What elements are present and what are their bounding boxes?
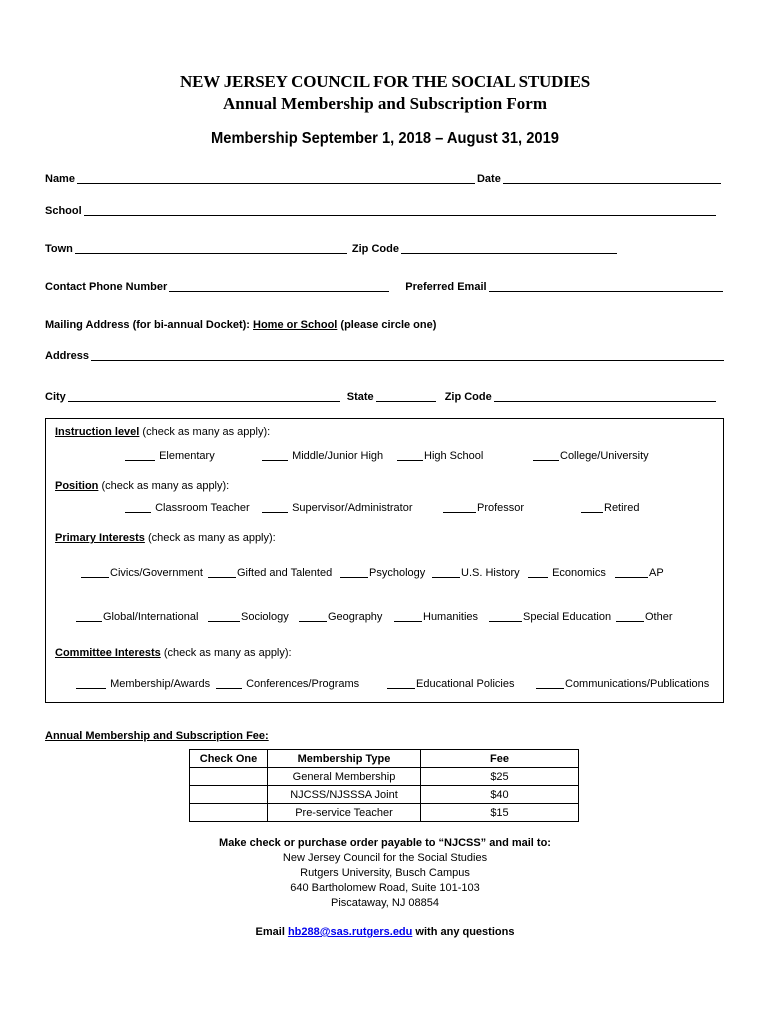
position-heading-row — [55, 479, 229, 493]
option-us-history[interactable]: U.S. History — [432, 566, 520, 580]
address-row — [45, 349, 726, 363]
mail-address-line: New Jersey Council for the Social Studies — [282, 852, 488, 864]
option-educational-policies[interactable]: Educational Policies — [387, 677, 514, 691]
option-sociology[interactable]: Sociology — [208, 610, 289, 624]
option-conferences-programs[interactable]: Conferences/Programs — [216, 677, 359, 691]
option-membership-awards[interactable]: Membership/Awards — [76, 677, 210, 691]
fee-table — [189, 749, 579, 822]
contact-suffix: with any questions — [412, 926, 515, 938]
table-row — [190, 804, 579, 822]
committee-heading: Committee Interests — [55, 647, 161, 659]
membership-type-cell: Pre-service Teacher — [268, 804, 421, 822]
col-fee: Fee — [421, 750, 579, 768]
contact-email-link[interactable]: hb288@sas.rutgers.edu — [287, 926, 413, 938]
preferred-email-label: Preferred Email — [405, 281, 487, 293]
check-joint-membership[interactable] — [190, 786, 268, 804]
zip-field[interactable] — [401, 243, 617, 254]
option-humanities[interactable]: Humanities — [394, 610, 478, 624]
phone-row — [45, 280, 725, 294]
option-elementary[interactable]: Elementary — [125, 449, 215, 463]
fee-table-header — [190, 750, 579, 768]
city-label: City — [45, 391, 66, 403]
address-field[interactable] — [91, 350, 724, 361]
position-heading: Position — [55, 480, 99, 492]
address-label: Address — [45, 350, 90, 362]
option-ap[interactable]: AP — [615, 566, 664, 580]
option-gifted-talented[interactable]: Gifted and Talented — [208, 566, 332, 580]
option-civics-government[interactable]: Civics/Government — [81, 566, 203, 580]
form-title: Annual Membership and Subscription Form — [223, 94, 547, 113]
name-row — [45, 172, 723, 186]
city-row — [45, 390, 718, 404]
option-psychology[interactable]: Psychology — [340, 566, 425, 580]
town-field[interactable] — [75, 243, 347, 254]
option-retired[interactable]: Retired — [581, 501, 639, 515]
home-or-school-choice[interactable]: Home or School — [253, 319, 338, 331]
fee-heading: Annual Membership and Subscription Fee: — [45, 730, 269, 742]
mail-address-line: Piscataway, NJ 08854 — [330, 897, 440, 909]
mailing-suffix: (please circle one) — [337, 319, 437, 331]
state-label: State — [346, 391, 374, 403]
option-college-university[interactable]: College/University — [533, 449, 649, 463]
phone-field[interactable] — [169, 281, 389, 292]
option-supervisor-administrator[interactable]: Supervisor/Administrator — [262, 501, 413, 515]
phone-label: Contact Phone Number — [45, 281, 168, 293]
mail-address-line: 640 Bartholomew Road, Suite 101-103 — [290, 882, 480, 894]
date-label: Date — [476, 173, 501, 185]
instruction-heading-row — [55, 425, 270, 439]
fee-cell: $25 — [421, 768, 579, 786]
zip2-field[interactable] — [494, 391, 716, 402]
state-field[interactable] — [376, 391, 436, 402]
mail-address-line: Rutgers University, Busch Campus — [300, 867, 470, 879]
contact-prefix: Email — [255, 926, 288, 938]
mailing-address-row — [45, 318, 436, 332]
committee-note: (check as many as apply): — [160, 647, 292, 659]
membership-type-cell: NJCSS/NJSSSA Joint — [268, 786, 421, 804]
table-row — [190, 786, 579, 804]
preferred-email-field[interactable] — [489, 281, 723, 292]
org-title: NEW JERSEY COUNCIL FOR THE SOCIAL STUDIES — [180, 72, 590, 91]
fee-cell: $40 — [421, 786, 579, 804]
col-membership-type: Membership Type — [268, 750, 421, 768]
option-global-international[interactable]: Global/International — [76, 610, 198, 624]
town-label: Town — [45, 243, 73, 255]
instruction-heading: Instruction level — [55, 426, 140, 438]
zip-label: Zip Code — [351, 243, 399, 255]
option-special-education[interactable]: Special Education — [489, 610, 611, 624]
check-general-membership[interactable] — [190, 768, 268, 786]
payment-instruction: Make check or purchase order payable to “NJCSS” and mail to: — [219, 837, 551, 849]
mailing-prefix: Mailing Address (for bi-annual Docket): — [45, 319, 253, 331]
option-communications-publications[interactable]: Communications/Publications — [536, 677, 709, 691]
city-field[interactable] — [68, 391, 340, 402]
option-middle-junior-high[interactable]: Middle/Junior High — [262, 449, 383, 463]
membership-type-cell: General Membership — [268, 768, 421, 786]
table-row — [190, 768, 579, 786]
option-economics[interactable]: Economics — [528, 566, 606, 580]
school-label: School — [45, 205, 82, 217]
check-preservice-teacher[interactable] — [190, 804, 268, 822]
option-geography[interactable]: Geography — [299, 610, 382, 624]
position-note: (check as many as apply): — [98, 480, 230, 492]
membership-period: Membership September 1, 2018 – August 31, 2019 — [211, 130, 559, 147]
primary-note: (check as many as apply): — [144, 532, 276, 544]
date-field[interactable] — [503, 173, 721, 184]
contact-line — [0, 926, 770, 938]
school-row — [45, 204, 718, 218]
fee-cell: $15 — [421, 804, 579, 822]
school-field[interactable] — [84, 205, 716, 216]
name-field[interactable] — [77, 173, 475, 184]
option-classroom-teacher[interactable]: Classroom Teacher — [125, 501, 250, 515]
col-check-one: Check One — [190, 750, 268, 768]
option-other[interactable]: Other — [616, 610, 673, 624]
primary-heading: Primary Interests — [55, 532, 145, 544]
zip2-label: Zip Code — [444, 391, 492, 403]
primary-heading-row — [55, 531, 276, 545]
committee-heading-row — [55, 646, 292, 660]
option-professor[interactable]: Professor — [443, 501, 524, 515]
option-high-school[interactable]: High School — [397, 449, 483, 463]
instruction-note: (check as many as apply): — [139, 426, 271, 438]
town-row — [45, 242, 619, 256]
name-label: Name — [45, 173, 75, 185]
